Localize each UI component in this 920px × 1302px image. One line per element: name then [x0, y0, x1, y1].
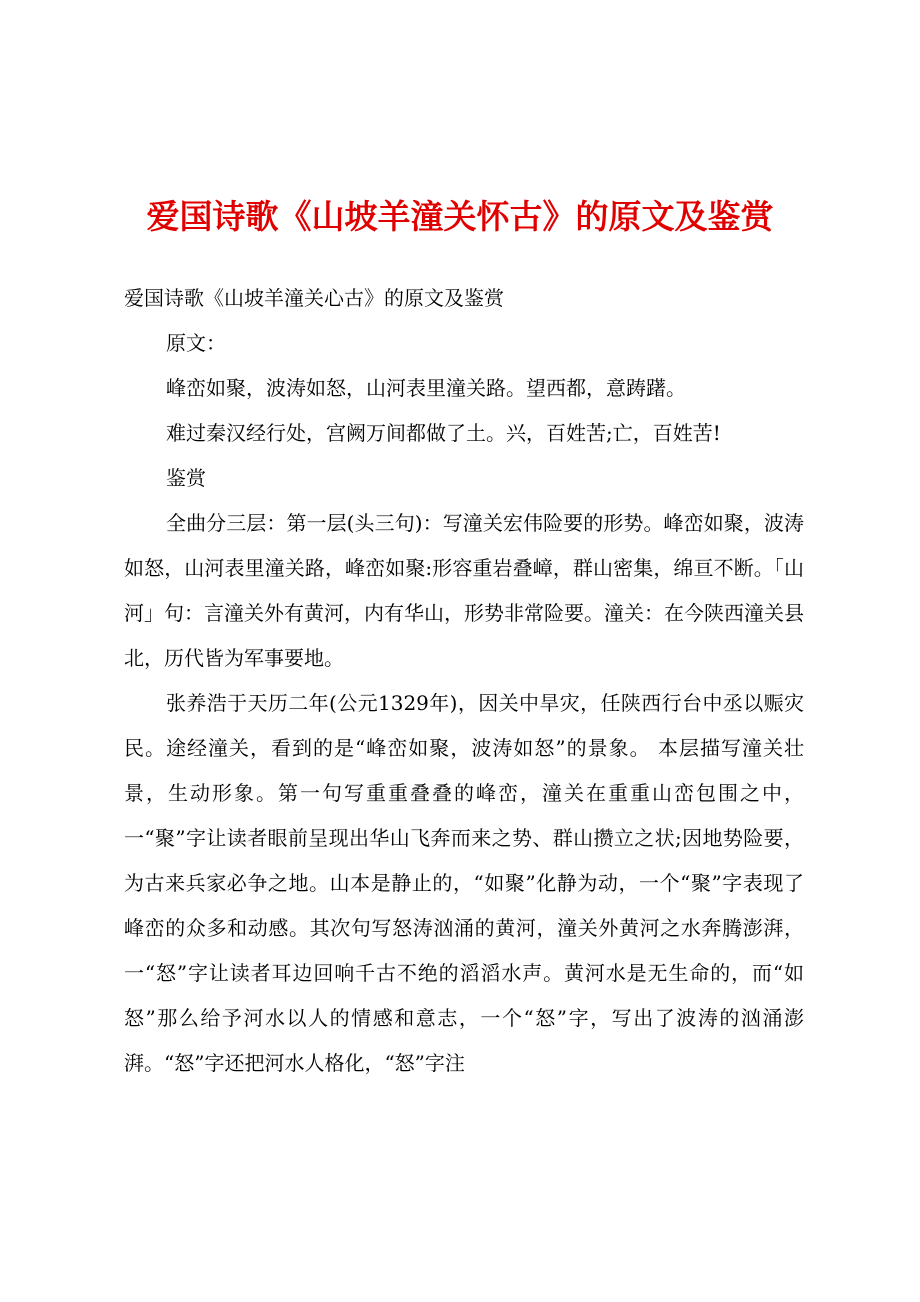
original-label: 原文： [166, 331, 226, 355]
appreciation-label: 鉴赏 [166, 466, 206, 490]
subtitle-line: 爱国诗歌《山坡羊潼关心古》的原文及鉴赏 [124, 286, 504, 310]
document-body [124, 276, 804, 1086]
poem-line-1: 峰峦如聚，波涛如怒，山河表里潼关路。望西都，意踌躇。 [166, 376, 686, 400]
paragraph-background: 张养浩于天历二年(公元1329年)，因关中旱灾，任陕西行台中丞以赈灾民。途经潼关，看到的是“峰峦如聚，波涛如怒”的景象。 本层描写潼关壮景，生动形象。第一句写重重叠叠的峰峦，潼关在重重山峦包围之中，一“聚”字让读者眼前呈现出华山飞奔而来之势、群山攒立之状;因地势险要，为古来兵家必争之地。山本是静止的，“如聚”化静为动，一个“聚”字表现了峰峦的众多和动感。其次句写怒涛汹涌的黄河，潼关外黄河之水奔腾澎湃，一“怒”字让读者耳边回响千古不绝的滔滔水声。黄河水是无生命的，而“如怒”那么给予河水以人的情感和意志，一个“怒”字，写出了波涛的汹涌澎湃。“怒”字还把河水人格化，“怒”字注 [124, 691, 804, 1075]
poem-line-2: 难过秦汉经行处，宫阙万间都做了土。兴，百姓苦;亡，百姓苦! [166, 421, 721, 445]
document-title: 爱国诗歌《山坡羊潼关怀古》的原文及鉴赏 [146, 197, 774, 236]
paragraph-structure: 全曲分三层：第一层(头三句)：写潼关宏伟险要的形势。峰峦如聚，波涛如怒，山河表里潼关路，峰峦如聚:形容重岩叠嶂，群山密集，绵亘不断。「山河」句：言潼关外有黄河，内有华山，形势非常险要。潼关：在今陕西潼关县北，历代皆为军事要地。 [124, 511, 804, 670]
